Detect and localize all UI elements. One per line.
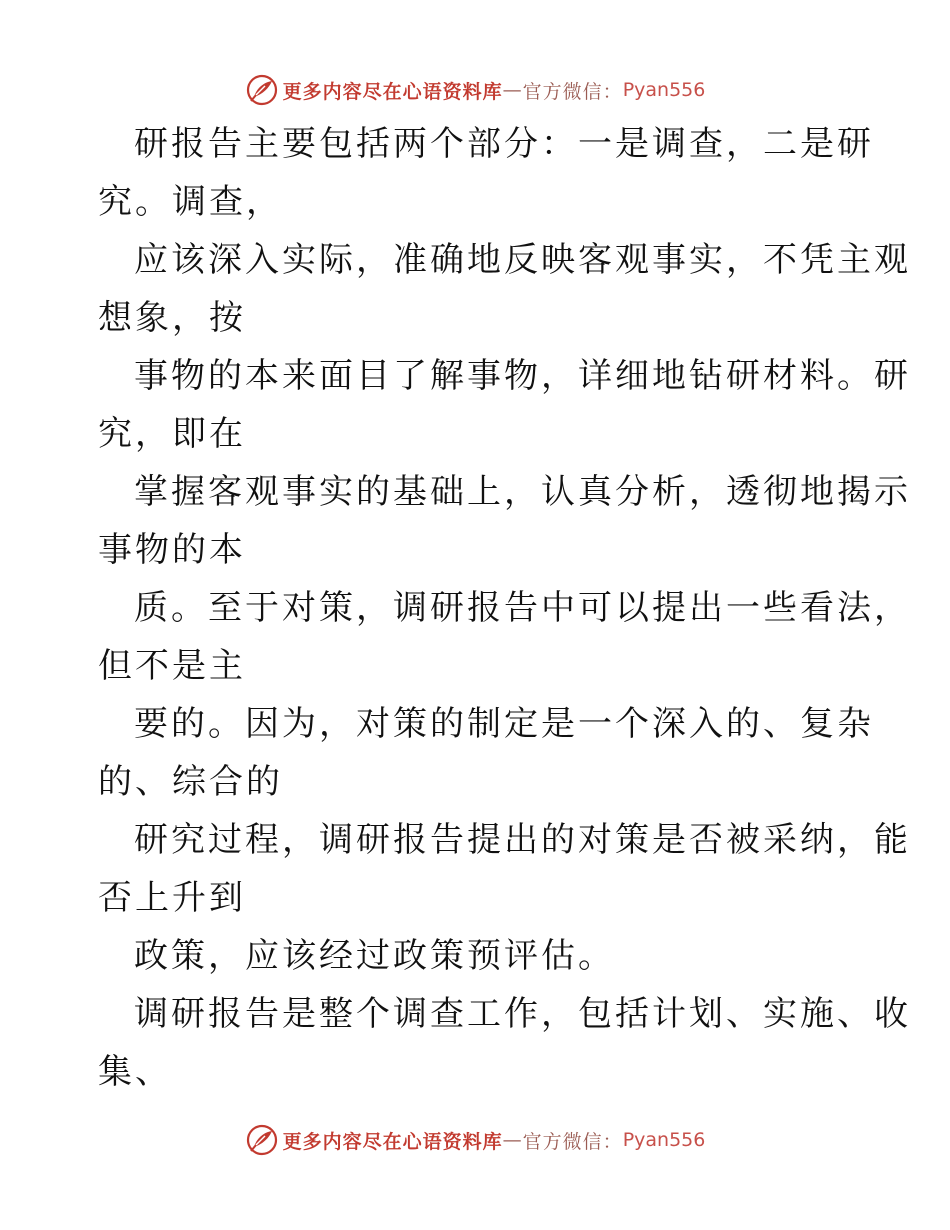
text-line: 事物的本来面目了解事物，详细地钻研材料。研 [134, 356, 911, 396]
banner-separator: — [502, 1129, 523, 1151]
text-line: 否上升到 [98, 878, 246, 918]
text-line: 政策，应该经过政策预评估。 [134, 936, 615, 976]
header-banner [0, 70, 950, 110]
text-line: 的、综合的 [98, 762, 283, 802]
text-line: 究。调查， [98, 182, 283, 222]
footer-banner [0, 1120, 950, 1160]
text-line: 想象，按 [98, 298, 246, 338]
banner-text [283, 1127, 706, 1154]
text-line: 掌握客观事实的基础上，认真分析，透彻地揭示 [134, 472, 911, 512]
leaf-pen-logo-icon [245, 73, 279, 107]
document-body [98, 115, 911, 1101]
leaf-pen-logo-icon [245, 1123, 279, 1157]
text-line: 研报告主要包括两个部分：一是调查，二是研 [134, 124, 874, 164]
text-line: 要的。因为，对策的制定是一个深入的、复杂 [134, 704, 874, 744]
banner-separator: — [502, 79, 523, 101]
text-line: 集、 [98, 1052, 172, 1092]
text-line: 研究过程，调研报告提出的对策是否被采纳，能 [134, 820, 911, 860]
text-line: 究，即在 [98, 414, 246, 454]
text-line: 应该深入实际，准确地反映客观事实，不凭主观 [134, 240, 911, 280]
banner-text [283, 77, 706, 104]
banner-site-name: 更多内容尽在心语资料库 [282, 80, 503, 103]
text-line: 事物的本 [98, 530, 246, 570]
banner-wechat-label: 官方微信： [522, 1130, 623, 1153]
text-line: 质。至于对策，调研报告中可以提出一些看法， [134, 588, 911, 628]
banner-wechat-id: Pyan556 [622, 1129, 706, 1151]
banner-wechat-id: Pyan556 [622, 79, 706, 101]
text-line: 调研报告是整个调查工作，包括计划、实施、收 [134, 994, 911, 1034]
banner-site-name: 更多内容尽在心语资料库 [282, 1130, 503, 1153]
text-line: 但不是主 [98, 646, 246, 686]
banner-wechat-label: 官方微信： [522, 80, 623, 103]
